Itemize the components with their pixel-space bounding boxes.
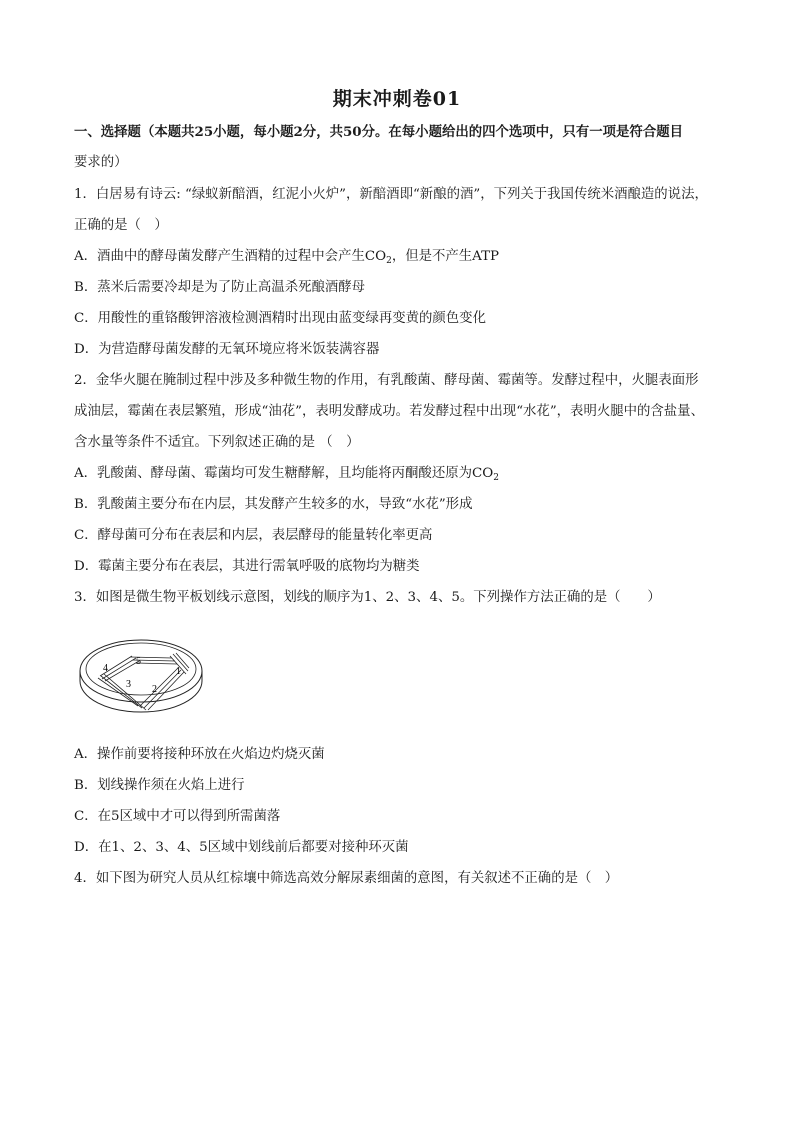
q4-stem-line-1: 4．如下图为研究人员从红棕壤中筛选高效分解尿素细菌的意图，有关叙述不正确的是（ ） [74, 871, 619, 886]
streak-label-2: 2 [152, 684, 157, 695]
petri-dish-streak-figure [76, 628, 206, 718]
q3-option-c: C．在5区域中才可以得到所需菌落 [74, 809, 281, 824]
q1-stem-line-1: 1．白居易有诗云: “绿蚁新醅酒，红泥小火炉”，新醅酒即“新酿的酒”，下列关于我国传统米酒酿造的说法， [74, 187, 708, 202]
page-title: 期末冲刺卷01 [332, 88, 462, 110]
streak-label-1: 1 [176, 666, 181, 677]
q3-option-d: D．在1、2、3、4、5区域中划线前后都要对接种环灭菌 [74, 840, 409, 855]
section-instruction-line-2: 要求的） [74, 155, 128, 170]
q1-option-a [74, 247, 499, 267]
q1-option-d: D．为营造酵母菌发酵的无氧环境应将米饭装满容器 [74, 342, 380, 357]
section-instruction-line-1: 一、选择题（本题共25小题，每小题2分，共50分。在每小题给出的四个选项中，只有一项是符合题目 [74, 124, 683, 140]
streak-label-4: 4 [103, 663, 108, 674]
q1-option-a-subscript: 2 [386, 256, 392, 266]
q1-option-c: C．用酸性的重铬酸钾溶液检测酒精时出现由蓝变绿再变黄的颜色变化 [74, 311, 486, 326]
q2-option-a-subscript: 2 [493, 473, 499, 483]
streak-lines [98, 653, 189, 710]
q2-option-c: C．酵母菌可分布在表层和内层，表层酵母的能量转化率更高 [74, 528, 433, 543]
streak-label-5: 5 [136, 656, 141, 667]
q2-stem-line-3: 含水量等条件不适宜。下列叙述正确的是 （ ） [74, 435, 360, 450]
q2-stem-line-2: 成油层，霉菌在表层繁殖，形成“油花”，表明发酵成功。若发酵过程中出现“水花”，表明火腿中的含盐量、 [74, 404, 704, 419]
q1-option-b: B．蒸米后需要冷却是为了防止高温杀死酿酒酵母 [74, 280, 366, 295]
q2-option-b: B．乳酸菌主要分布在内层，其发酵产生较多的水，导致“水花”形成 [74, 497, 473, 512]
q3-stem-line-1: 3．如图是微生物平板划线示意图，划线的顺序为1、2、3、4、5。下列操作方法正确的是（ ） [74, 590, 661, 605]
q3-option-a: A．操作前要将接种环放在火焰边灼烧灭菌 [74, 747, 325, 762]
streak-label-3: 3 [126, 679, 131, 690]
q1-option-a-text-end: ，但是不产生ATP [391, 249, 500, 264]
q1-option-a-text: A．酒曲中的酵母菌发酵产生酒精的过程中会产生CO [74, 249, 387, 264]
q2-stem-line-1: 2．金华火腿在腌制过程中涉及多种微生物的作用，有乳酸菌、酵母菌、霉菌等。发酵过程中，火腿表面形 [74, 373, 699, 388]
q3-option-b: B．划线操作须在火焰上进行 [74, 778, 245, 793]
q1-stem-line-2: 正确的是（ ） [74, 218, 168, 233]
q2-option-d: D．霉菌主要分布在表层，其进行需氧呼吸的底物均为糖类 [74, 559, 420, 574]
streak-region-3 [98, 674, 146, 710]
q2-option-a [74, 464, 499, 484]
q2-option-a-text: A．乳酸菌、酵母菌、霉菌均可发生糖酵解，且均能将丙酮酸还原为CO [74, 466, 494, 481]
